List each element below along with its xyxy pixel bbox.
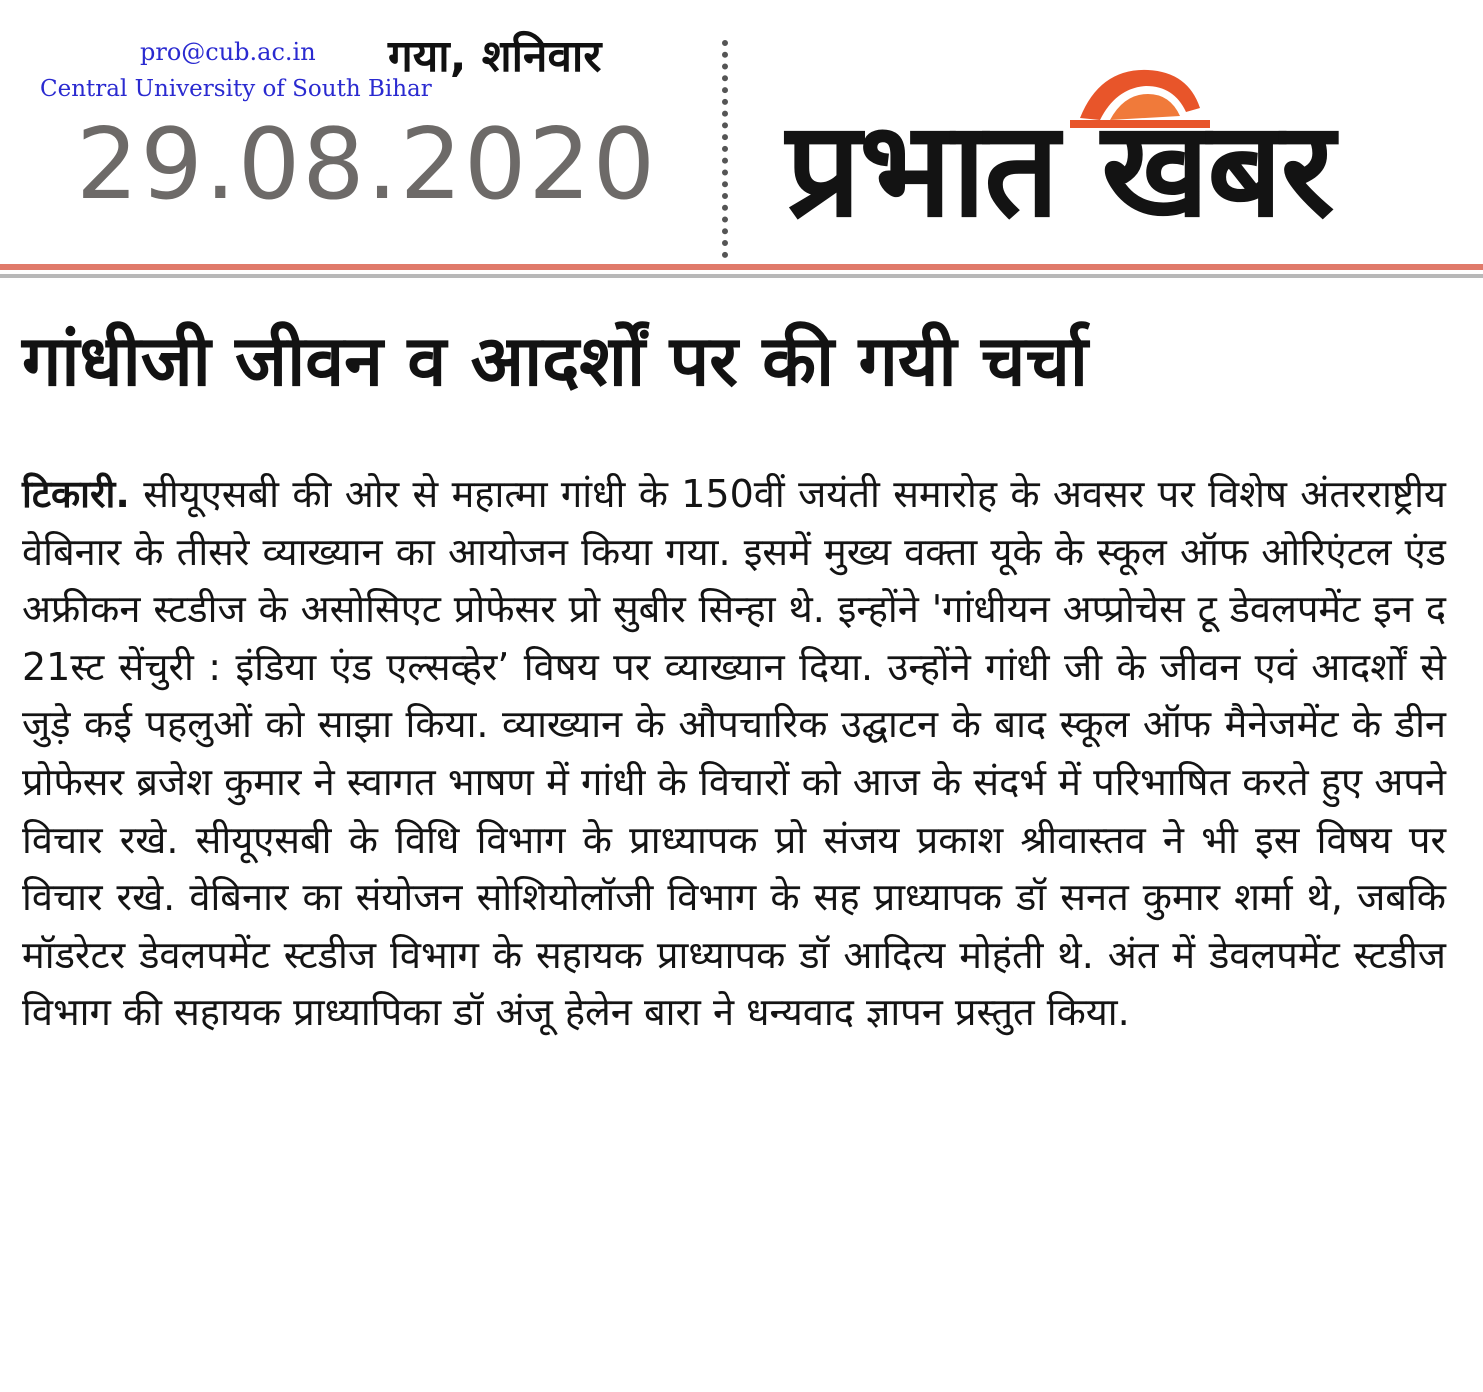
contact-email: pro@cub.ac.in <box>140 38 316 66</box>
city-and-day: गया, शनिवार <box>388 31 602 82</box>
header-accent-rule <box>0 264 1483 270</box>
university-name: Central University of South Bihar <box>40 76 432 102</box>
article-body <box>22 466 1446 1042</box>
article-dateline: टिकारी. <box>22 472 130 516</box>
masthead <box>0 0 1483 262</box>
newspaper-logo: प्रभात खबर <box>786 93 1333 247</box>
masthead-divider <box>722 40 728 258</box>
header-gray-rule <box>0 274 1483 278</box>
article-headline: गांधीजी जीवन व आदर्शों पर की गयी चर्चा <box>22 320 1089 402</box>
publication-date: 29.08.2020 <box>76 108 658 222</box>
article-text: सीयूएसबी की ओर से महात्मा गांधी के 150वीं जयंती समारोह के अवसर पर विशेष अंतरराष्ट्रीय वेबिनार के तीसरे व्याख्यान का आयोजन किया गया. इसमें मुख्य वक्ता यूके के स्कूल ऑफ ओरिएंटल एंड अफ्रीकन स्टडीज के असोसिएट प्रोफेसर प्रो सुबीर सिन्हा थे. इन्होंने 'गांधीयन अप्प्रोचेस टू डेवलपमेंट इन द 21स्ट सेंचुरी : इंडिया एंड एल्सव्हेर’ विषय पर व्याख्यान दिया. उन्होंने गांधी जी के जीवन एवं आदर्शों से जुड़े कई पहलुओं को साझा किया. व्याख्यान के औपचारिक उद्घाटन के बाद स्कूल ऑफ मैनेजमेंट के डीन प्रोफेसर ब्रजेश कुमार ने स्वागत भाषण में गांधी के विचारों को आज के संदर्भ में परिभाषित करते हुए अपने विचार रखे. सीयूएसबी के विधि विभाग के प्राध्यापक प्रो संजय प्रकाश श्रीवास्तव ने भी इस विषय पर विचार रखे. वेबिनार का संयोजन सोशियोलॉजी विभाग के सह प्राध्यापक डॉ सनत कुमार शर्मा थे, जबकि मॉडरेटर डेवलपमेंट स्टडीज विभाग के सहायक प्राध्यापक डॉ आदित्य मोहंती थे. अंत में डेवलपमेंट स्टडीज विभाग की सहायक प्राध्यापिका डॉ अंजू हेलेन बारा ने धन्यवाद ज्ञापन प्रस्तुत किया. <box>22 472 1446 1035</box>
